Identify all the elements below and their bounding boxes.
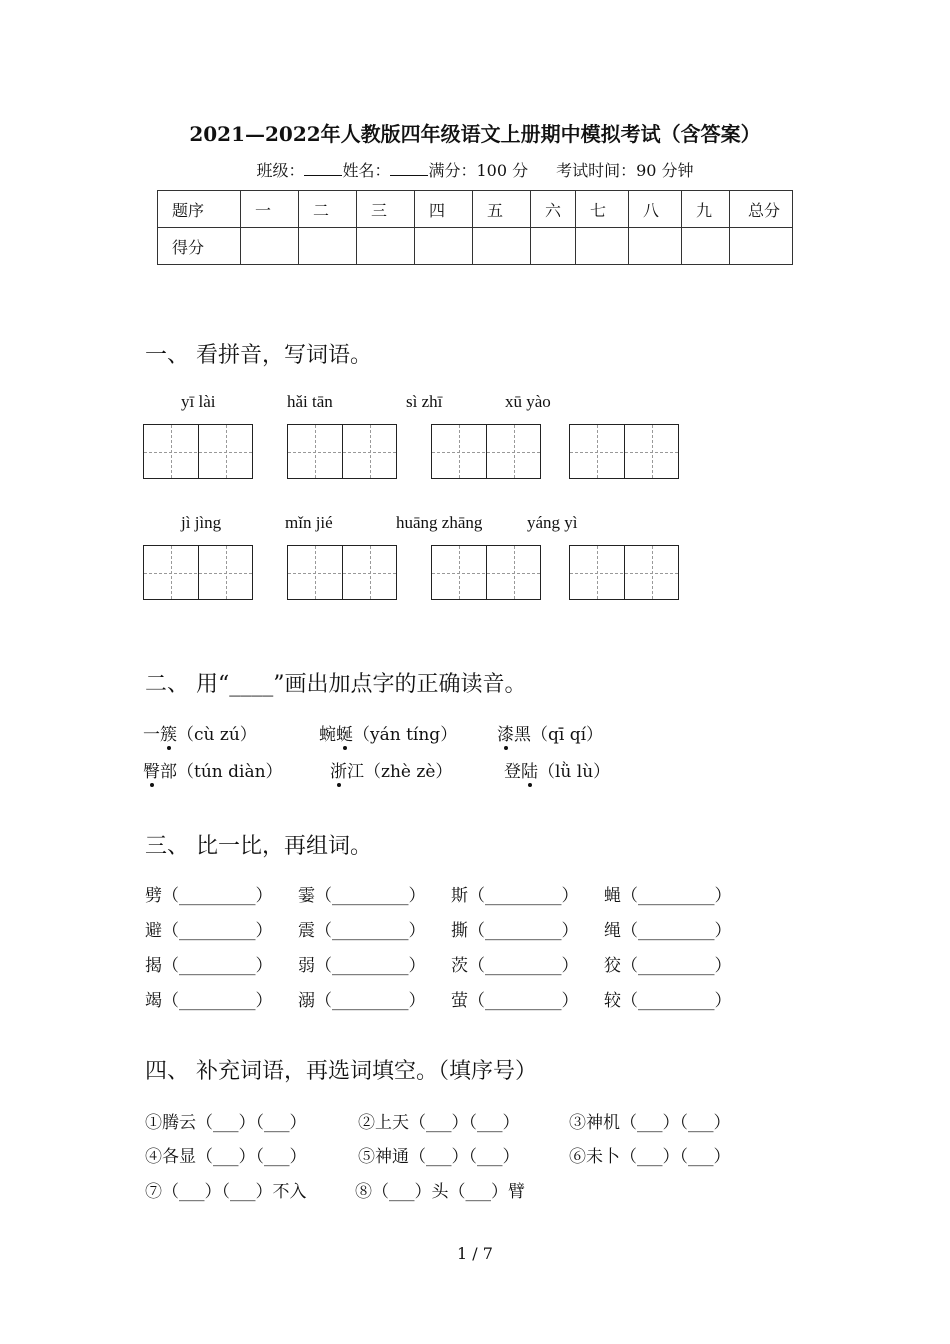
- writing-grid[interactable]: [287, 545, 397, 600]
- reading-item: [330, 757, 452, 782]
- compare-item[interactable]: 撕（_________）: [451, 921, 579, 941]
- item-text: 蜿: [319, 725, 336, 745]
- writing-grid[interactable]: [569, 545, 679, 600]
- section4-title: 四、 补充词语，再选词填空。（填序号）: [145, 1059, 537, 1084]
- pinyin-label: jì jìng: [181, 513, 222, 532]
- score-cell: 五: [473, 191, 531, 228]
- compare-item[interactable]: 劈（_________）: [145, 886, 273, 906]
- full-score: 满分：100 分: [428, 161, 529, 180]
- compare-item[interactable]: 竭（_________）: [145, 991, 273, 1011]
- page-number: 1 / 7: [457, 1244, 493, 1263]
- idiom-item[interactable]: ④各显（___）（___）: [145, 1147, 307, 1167]
- name-blank[interactable]: [390, 161, 428, 176]
- writing-grid[interactable]: [143, 545, 253, 600]
- pinyin-label: xū yào: [505, 392, 551, 411]
- reading-item: [497, 720, 603, 745]
- exam-info: [0, 158, 950, 181]
- score-input-cell[interactable]: [629, 228, 682, 265]
- idiom-item[interactable]: ⑥未卜（___）（___）: [569, 1147, 731, 1167]
- compare-item[interactable]: 溺（_________）: [298, 991, 426, 1011]
- compare-item[interactable]: 较（_________）: [604, 991, 732, 1011]
- pinyin-label: huāng zhāng: [396, 513, 483, 532]
- idiom-item[interactable]: ③神机（___）（___）: [569, 1113, 731, 1133]
- reading-options[interactable]: （tún diàn）: [177, 762, 283, 782]
- score-cell: 四: [415, 191, 473, 228]
- compare-item[interactable]: 萤（_________）: [451, 991, 579, 1011]
- idiom-item[interactable]: ②上天（___）（___）: [358, 1113, 520, 1133]
- writing-grid[interactable]: [431, 424, 541, 479]
- item-text: 江: [347, 762, 364, 782]
- idiom-item[interactable]: ①腾云（___）（___）: [145, 1113, 307, 1133]
- compare-item[interactable]: 震（_________）: [298, 921, 426, 941]
- reading-options[interactable]: （zhè zè）: [364, 762, 453, 782]
- idiom-item[interactable]: ⑧（___）头（___）臂: [355, 1182, 525, 1202]
- item-text: 登: [504, 762, 521, 782]
- dotted-char: 臀: [143, 757, 160, 782]
- score-input-cell[interactable]: [299, 228, 357, 265]
- section3-title: 三、 比一比，再组词。: [145, 834, 372, 859]
- pinyin-label: yáng yì: [527, 513, 578, 532]
- class-label: 班级：: [256, 161, 305, 180]
- score-cell: 七: [576, 191, 629, 228]
- score-cell: 三: [357, 191, 415, 228]
- pinyin-label: mǐn jié: [285, 513, 333, 532]
- writing-grid[interactable]: [143, 424, 253, 479]
- compare-item[interactable]: 霎（_________）: [298, 886, 426, 906]
- name-label: 姓名：: [342, 161, 391, 180]
- item-text: 一: [143, 725, 160, 745]
- pinyin-label: hǎi tān: [287, 392, 333, 411]
- reading-options[interactable]: （yán tíng）: [353, 725, 458, 745]
- reading-options[interactable]: （qī qí）: [531, 725, 604, 745]
- score-header-row: [158, 191, 793, 228]
- page-title: 2021—2022年人教版四年级语文上册期中模拟考试（含答案）: [189, 122, 761, 146]
- score-table: [157, 190, 793, 265]
- score-input-cell[interactable]: [730, 228, 793, 265]
- dotted-char: 浙: [330, 757, 347, 782]
- score-cell: 得分: [158, 228, 241, 265]
- score-input-cell[interactable]: [682, 228, 730, 265]
- score-cell: 二: [299, 191, 357, 228]
- score-input-cell[interactable]: [241, 228, 299, 265]
- reading-item: [319, 720, 457, 745]
- pinyin-label: yī lài: [181, 392, 216, 411]
- section2-title: 二、 用“____”画出加点字的正确读音。: [145, 672, 527, 697]
- compare-item[interactable]: 避（_________）: [145, 921, 273, 941]
- score-cell: 一: [241, 191, 299, 228]
- reading-item: [504, 757, 610, 782]
- compare-item[interactable]: 弱（_________）: [298, 956, 426, 976]
- score-input-cell[interactable]: [531, 228, 576, 265]
- reading-item: [143, 757, 283, 782]
- dotted-char: 簇: [160, 720, 177, 745]
- score-cell: 题序: [158, 191, 241, 228]
- score-value-row: [158, 228, 793, 265]
- score-input-cell[interactable]: [576, 228, 629, 265]
- score-cell: 总分: [730, 191, 793, 228]
- reading-item: [143, 720, 257, 745]
- item-text: 部: [160, 762, 177, 782]
- writing-grid[interactable]: [287, 424, 397, 479]
- compare-item[interactable]: 斯（_________）: [451, 886, 579, 906]
- item-text: 黑: [514, 725, 531, 745]
- dotted-char: 陆: [521, 757, 538, 782]
- dotted-char: 蜒: [336, 720, 353, 745]
- idiom-item[interactable]: ⑦（___）（___）不入: [145, 1182, 307, 1202]
- pinyin-label: sì zhī: [406, 392, 443, 411]
- score-input-cell[interactable]: [473, 228, 531, 265]
- compare-item[interactable]: 蝇（_________）: [604, 886, 732, 906]
- score-cell: 九: [682, 191, 730, 228]
- score-input-cell[interactable]: [357, 228, 415, 265]
- dotted-char: 漆: [497, 720, 514, 745]
- compare-item[interactable]: 揭（_________）: [145, 956, 273, 976]
- class-blank[interactable]: [304, 161, 342, 176]
- score-cell: 八: [629, 191, 682, 228]
- compare-item[interactable]: 绳（_________）: [604, 921, 732, 941]
- compare-item[interactable]: 狡（_________）: [604, 956, 732, 976]
- writing-grid[interactable]: [569, 424, 679, 479]
- exam-time: 考试时间：90 分钟: [556, 161, 694, 180]
- section1-title: 一、 看拼音，写词语。: [145, 343, 372, 368]
- score-cell: 六: [531, 191, 576, 228]
- reading-options[interactable]: （cù zú）: [177, 725, 257, 745]
- reading-options[interactable]: （lǜ lù）: [538, 762, 611, 782]
- score-input-cell[interactable]: [415, 228, 473, 265]
- writing-grid[interactable]: [431, 545, 541, 600]
- idiom-item[interactable]: ⑤神通（___）（___）: [358, 1147, 520, 1167]
- compare-item[interactable]: 茨（_________）: [451, 956, 579, 976]
